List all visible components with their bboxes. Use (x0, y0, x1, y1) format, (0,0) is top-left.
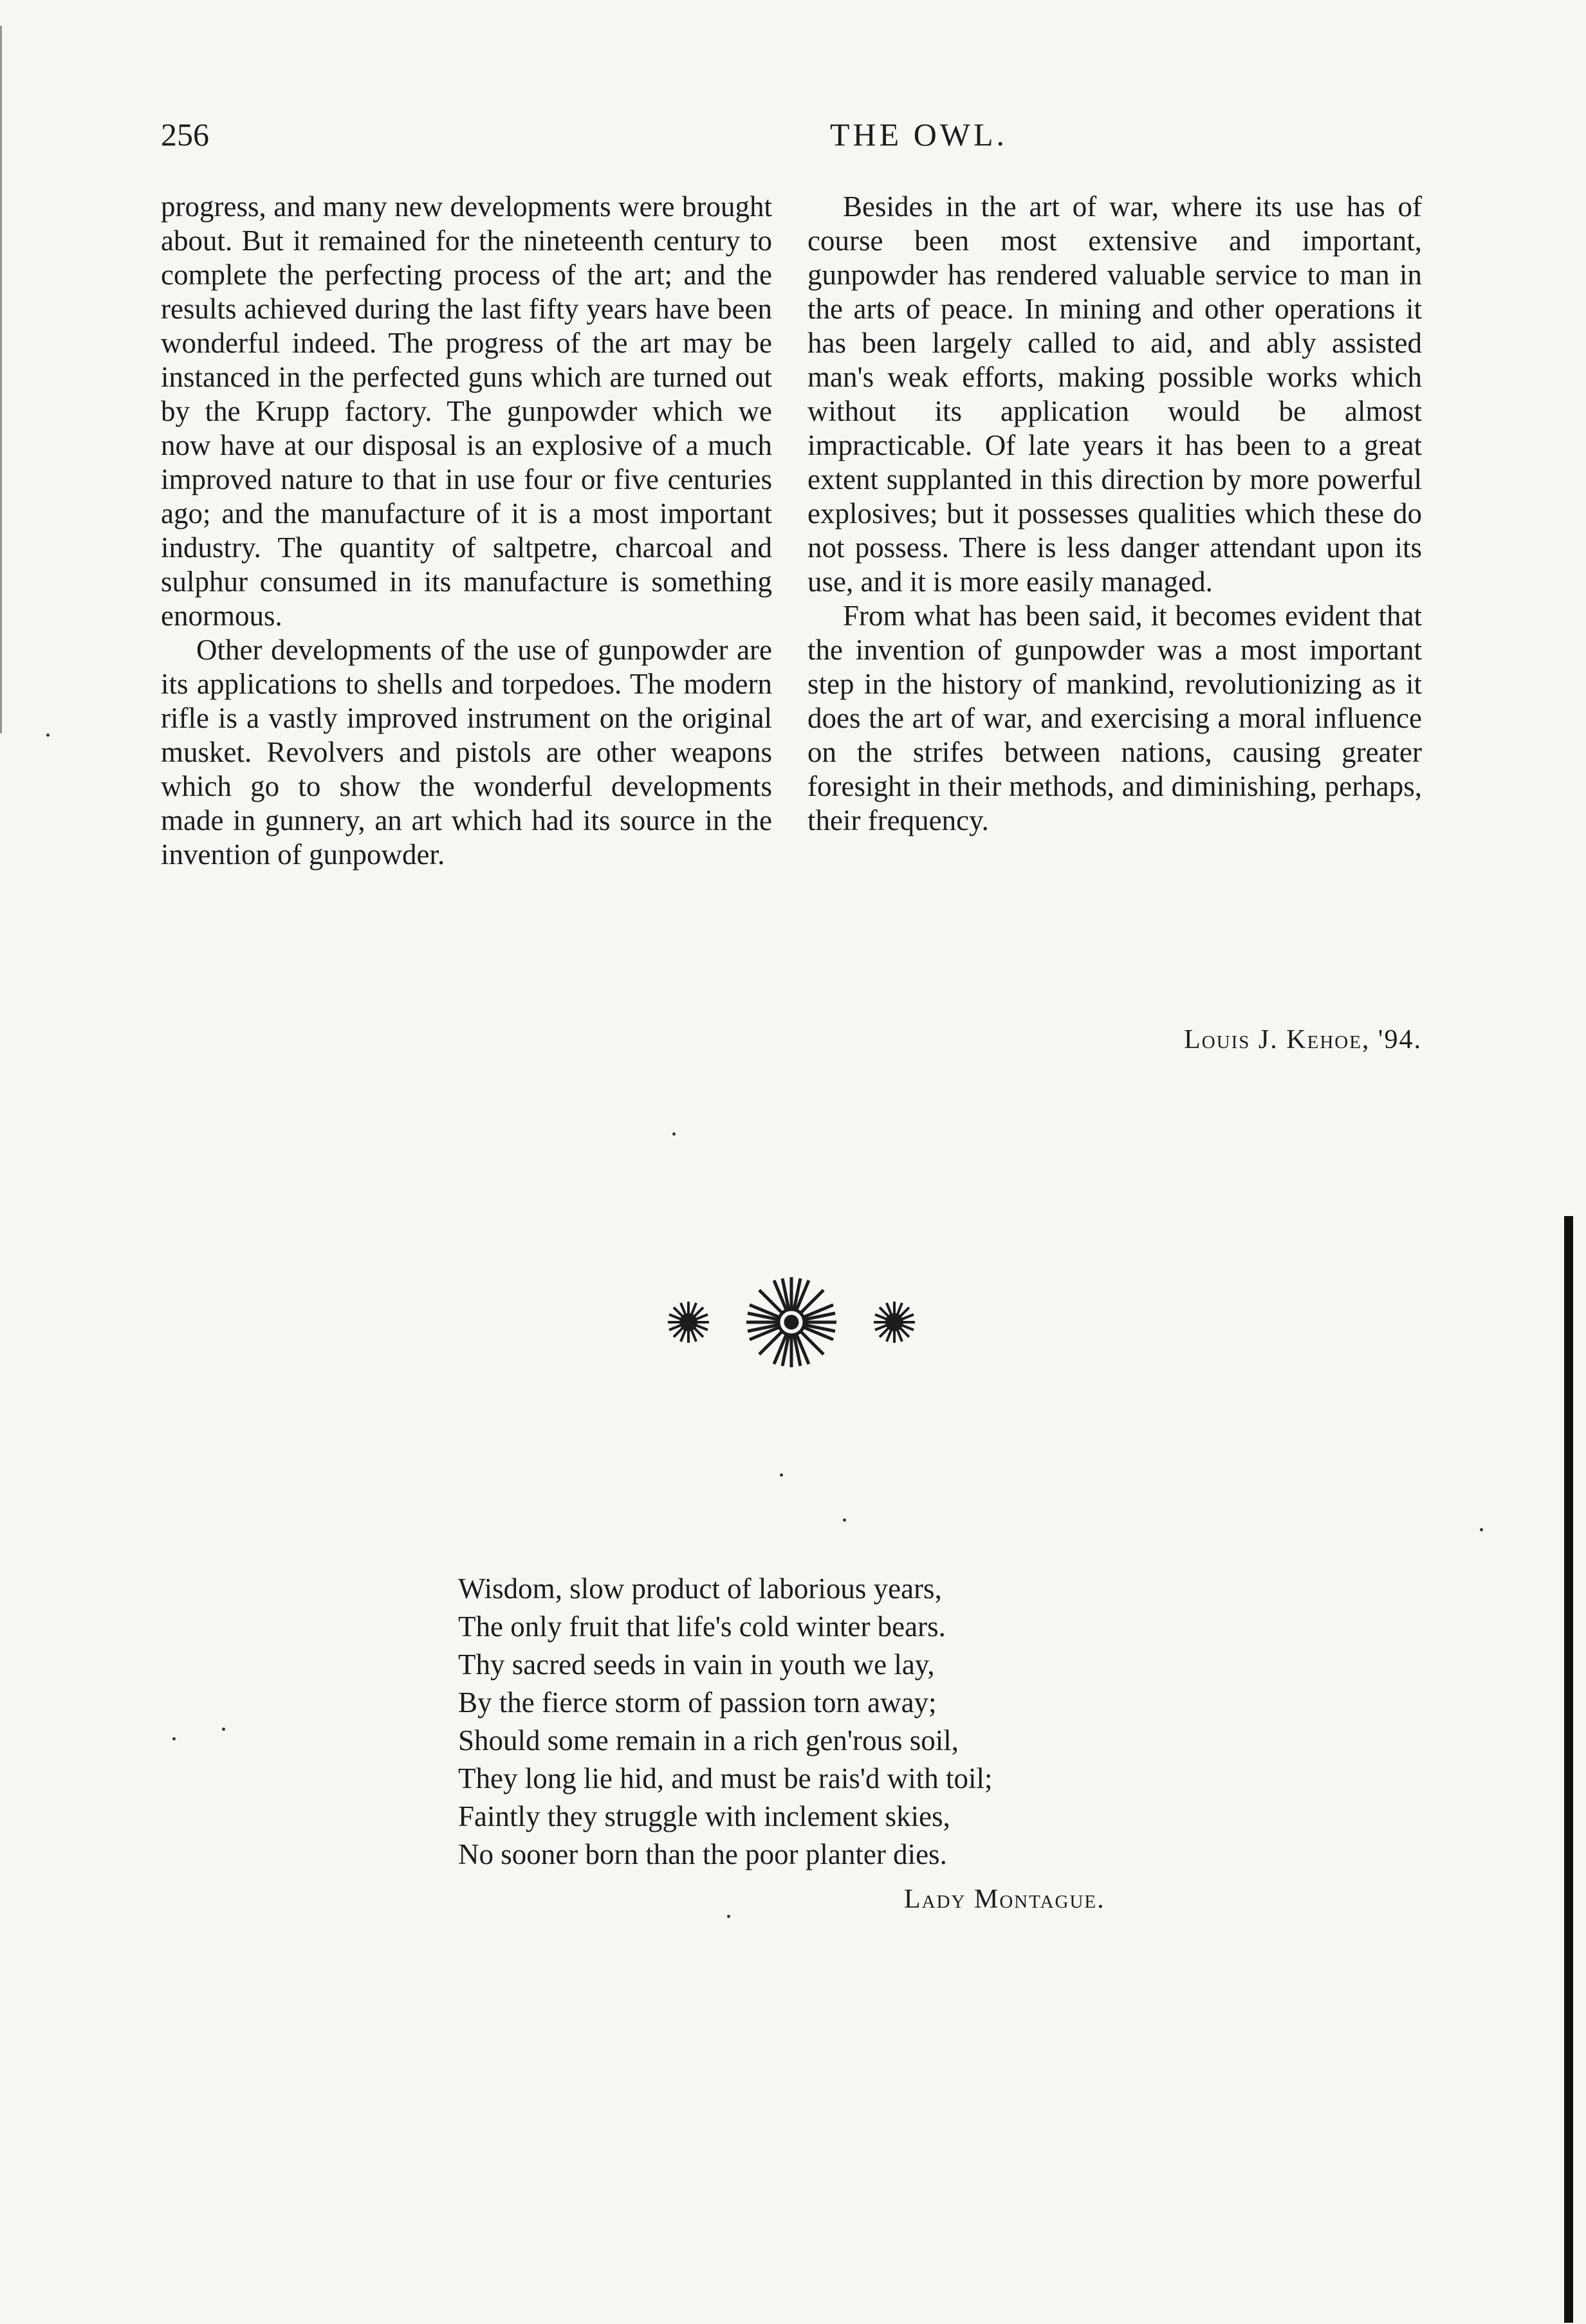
article-paragraph: progress, and many new developments were brought about. But it remained for the nineteenth century to complete the perfecting process of the art; and the results achieved during the last fifty years have been wonderful indeed. The progress of the art may be instanced in the perfected guns which are turned out by the Krupp factory. The gunpowder which we now have at our disposal is an explosive of a much improved nature to that in use four or five centuries ago; and the manufacture of it is a most important industry. The quantity of saltpetre, charcoal and sulphur consumed in its manufacture is something enormous. (161, 190, 772, 632)
poem-line: By the fierce storm of passion torn away; (458, 1686, 937, 1719)
article-paragraph: From what has been said, it becomes evident that the invention of gunpowder was a most important step in the history of mankind, revolutionizing as it does the art of war, and exercising a moral influence on the strifes between nations, causing greater foresight in their methods, and diminishing, perhaps, their frequency. (807, 600, 1422, 836)
poem-line: Thy sacred seeds in vain in youth we lay, (458, 1648, 935, 1681)
scan-speck (222, 1728, 225, 1731)
running-title: THE OWL. (830, 116, 1008, 152)
poem-line: Wisdom, slow product of laborious years, (458, 1572, 942, 1605)
article-paragraph: Other developments of the use of gunpowder are its applications to shells and torpedoes. The modern rifle is a vastly improved instrument on the original musket. Revolvers and pistols are other weapons which go to show the wonderful developments made in gunnery, an art which had its source in the invention of gunpowder. (161, 634, 772, 871)
poem-line: Should some remain in a rich gen'rous soil, (458, 1724, 959, 1757)
article-right-column (807, 190, 1422, 838)
poem-line: No sooner born than the poor planter dies. (458, 1838, 947, 1870)
scan-speck (727, 1915, 730, 1918)
poem (458, 1570, 1230, 1874)
scan-speck (843, 1518, 846, 1522)
scan-speck (46, 733, 50, 737)
article-paragraph: Besides in the art of war, where its use has of course been most extensive and important, gunpowder has rendered valuable service to man in the arts of peace. In mining and other operations it has been largely called to aid, and ably assisted man's weak efforts, making possible works which without its application would be almost impracticable. Of late years it has been to a great extent supplanted in this direction by more powerful explosives; but it possesses qualities which these do not possess. There is less danger attendant upon its use, and it is more easily managed. (807, 190, 1422, 598)
scan-edge-right (1564, 1216, 1573, 2323)
article-author: Louis J. Kehoe, '94. (1184, 1025, 1422, 1055)
scan-speck (672, 1132, 676, 1136)
page-number: 256 (161, 116, 209, 152)
scan-speck (1480, 1528, 1483, 1531)
article-left-column (161, 190, 772, 872)
scan-speck (172, 1737, 176, 1740)
poem-line: The only fruit that life's cold winter bears. (458, 1610, 946, 1643)
scan-edge-left (0, 26, 6, 733)
poem-author: Lady Montague. (904, 1885, 1105, 1914)
scan-speck (780, 1473, 783, 1477)
poem-line: Faintly they struggle with inclement skies, (458, 1800, 950, 1832)
poem-line: They long lie hid, and must be rais'd with toil; (458, 1762, 993, 1794)
page-header (161, 116, 1415, 167)
sunburst-ornament-icon (656, 1271, 927, 1374)
